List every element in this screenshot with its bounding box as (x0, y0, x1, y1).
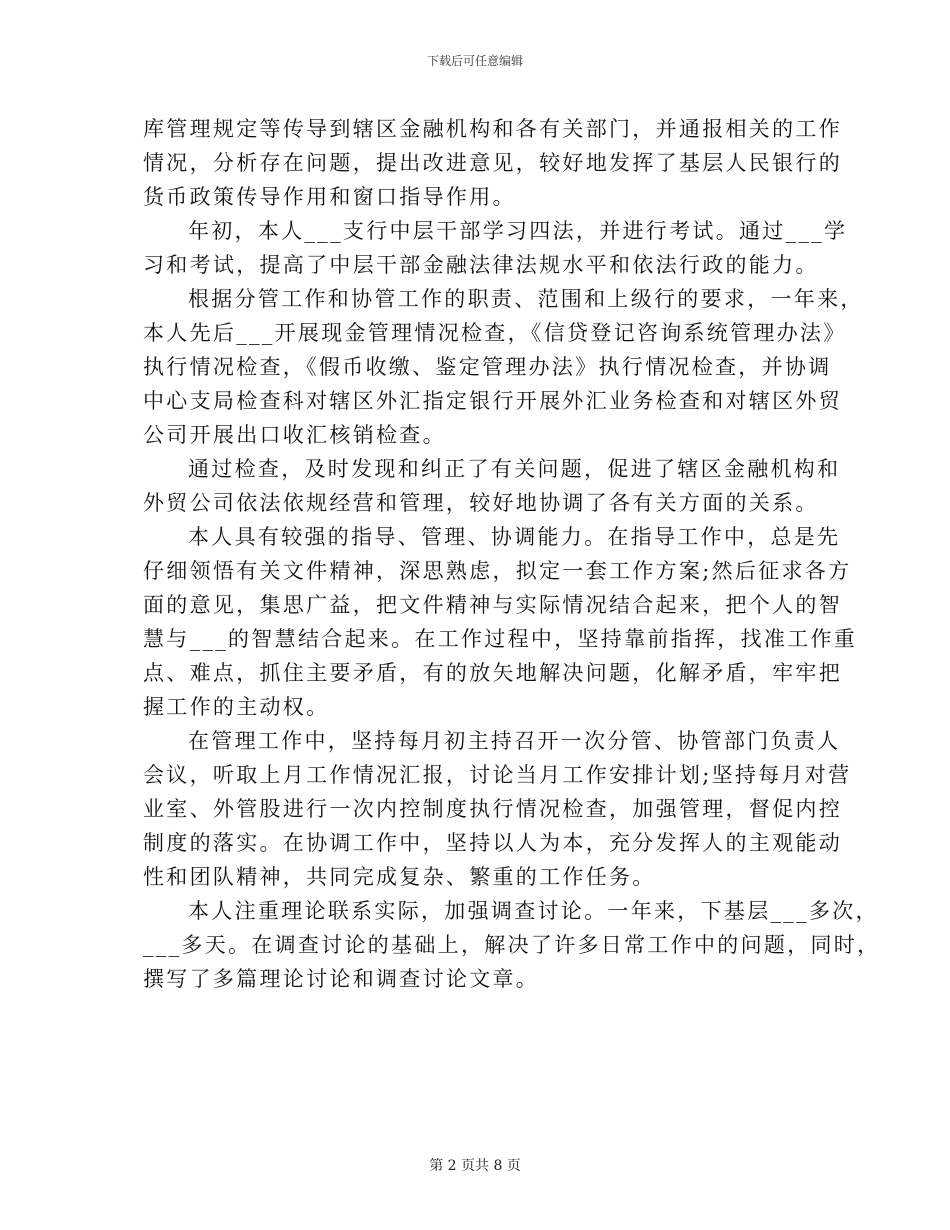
text-line: 握工作的主动权。 (143, 695, 330, 719)
text-line: 库管理规定等传导到辖区金融机构和各有关部门，并通报相关的工作 (143, 117, 842, 141)
text-line: 本人先后___开展现金管理情况检查，《信贷登记咨询系统管理办法》 (143, 321, 847, 345)
text-line: 业室、外管股进行一次内控制度执行情况检查，加强管理，督促内控 (143, 797, 842, 821)
document-body (143, 112, 881, 996)
paragraph-first-line: 在管理工作中，坚持每月初主持召开一次分管、协管部门负责人 (188, 729, 841, 753)
text-line: 性和团队精神，共同完成复杂、繁重的工作任务。 (143, 865, 656, 889)
text-line: 公司开展出口收汇核销检查。 (143, 423, 446, 447)
paragraph-first-line: 通过检查，及时发现和纠正了有关问题，促进了辖区金融机构和 (188, 457, 841, 481)
text-line: 中心支局检查科对辖区外汇指定银行开展外汇业务检查和对辖区外贸 (143, 389, 842, 413)
text-line: 慧与___的智慧结合起来。在工作过程中，坚持靠前指挥，找准工作重 (143, 627, 858, 651)
page-header-note: 下载后可任意编辑 (426, 54, 523, 68)
text-line: 习和考试，提高了中层干部金融法律法规水平和依法行政的能力。 (143, 253, 819, 277)
text-line: 货币政策传导作用和窗口指导作用。 (143, 185, 516, 209)
text-line: 会议，听取上月工作情况汇报，讨论当月工作安排计划;坚持每月对营 (143, 763, 852, 787)
text-line: 仔细领悟有关文件精神，深思熟虑，拟定一套工作方案;然后征求各方 (143, 559, 852, 583)
text-line: 面的意见，集思广益，把文件精神与实际情况结合起来，把个人的智 (143, 593, 842, 617)
paragraph-first-line: 本人具有较强的指导、管理、协调能力。在指导工作中，总是先 (188, 525, 841, 549)
page-number-footer: 第 2 页共 8 页 (429, 1158, 521, 1174)
text-line: ___多天。在调查讨论的基础上，解决了许多日常工作中的问题，同时， (143, 933, 881, 957)
text-line: 点、难点，抓住主要矛盾，有的放矢地解决问题，化解矛盾，牢牢把 (143, 661, 842, 685)
paragraph-first-line: 本人注重理论联系实际，加强调查讨论。一年来，下基层___多次， (188, 899, 879, 923)
paragraph-first-line: 年初，本人___支行中层干部学习四法，并进行考试。通过___学 (188, 219, 848, 243)
text-line: 制度的落实。在协调工作中，坚持以人为本，充分发挥人的主观能动 (143, 831, 842, 855)
text-line: 执行情况检查，《假币收缴、鉴定管理办法》执行情况检查，并协调 (143, 355, 832, 379)
paragraph-first-line: 根据分管工作和协管工作的职责、范围和上级行的要求，一年来， (188, 287, 864, 311)
text-line: 撰写了多篇理论讨论和调查讨论文章。 (143, 967, 540, 991)
text-line: 外贸公司依法依规经营和管理，较好地协调了各有关方面的关系。 (143, 491, 819, 515)
text-line: 情况，分析存在问题，提出改进意见，较好地发挥了基层人民银行的 (143, 151, 842, 175)
